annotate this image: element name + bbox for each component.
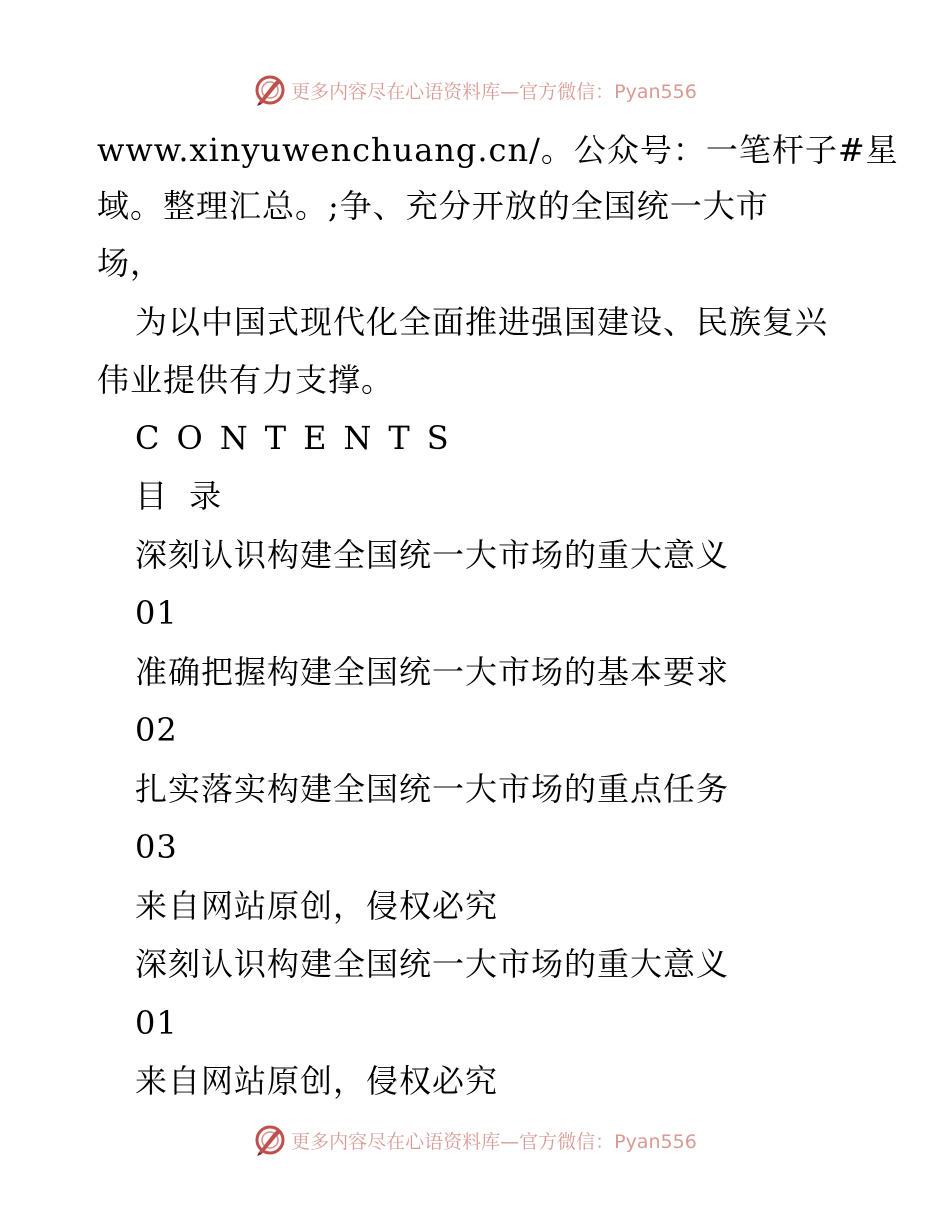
header-banner-text: 更多内容尽在心语资料库—官方微信：Pyan556 — [291, 80, 697, 103]
toc-entry-number: 03 — [135, 828, 178, 866]
body-line-4: 为以中国式现代化全面推进强国建设、民族复兴 — [135, 303, 829, 341]
pen-logo-icon — [253, 73, 287, 107]
header-banner — [0, 70, 950, 110]
body-line-5: 伟业提供有力支撑。 — [97, 361, 395, 399]
toc-entry-number: 01 — [135, 1004, 178, 1042]
footer-banner — [0, 1120, 950, 1160]
toc-entry-number: 02 — [135, 711, 178, 749]
contents-label: CONTENTS — [135, 419, 466, 457]
pen-logo-icon — [253, 1123, 287, 1157]
copyright-notice: 来自网站原创，侵权必究 — [135, 1062, 499, 1100]
toc-entry-number: 01 — [135, 594, 178, 632]
footer-banner-text: 更多内容尽在心语资料库—官方微信：Pyan556 — [291, 1130, 697, 1153]
toc-entry: 扎实落实构建全国统一大市场的重点任务 — [135, 770, 730, 808]
body-line-3: 场， — [97, 244, 164, 282]
copyright-notice: 来自网站原创，侵权必究 — [135, 887, 499, 925]
toc-entry: 深刻认识构建全国统一大市场的重大意义 — [135, 536, 730, 574]
toc-heading: 目 录 — [135, 477, 228, 515]
toc-entry: 准确把握构建全国统一大市场的基本要求 — [135, 653, 730, 691]
body-line-2: 域。整理汇总。;争、充分开放的全国统一大市 — [97, 187, 769, 225]
toc-entry: 深刻认识构建全国统一大市场的重大意义 — [135, 945, 730, 983]
body-line-1: www.xinyuwenchuang.cn/。公众号：一笔杆子#星 — [97, 131, 899, 169]
